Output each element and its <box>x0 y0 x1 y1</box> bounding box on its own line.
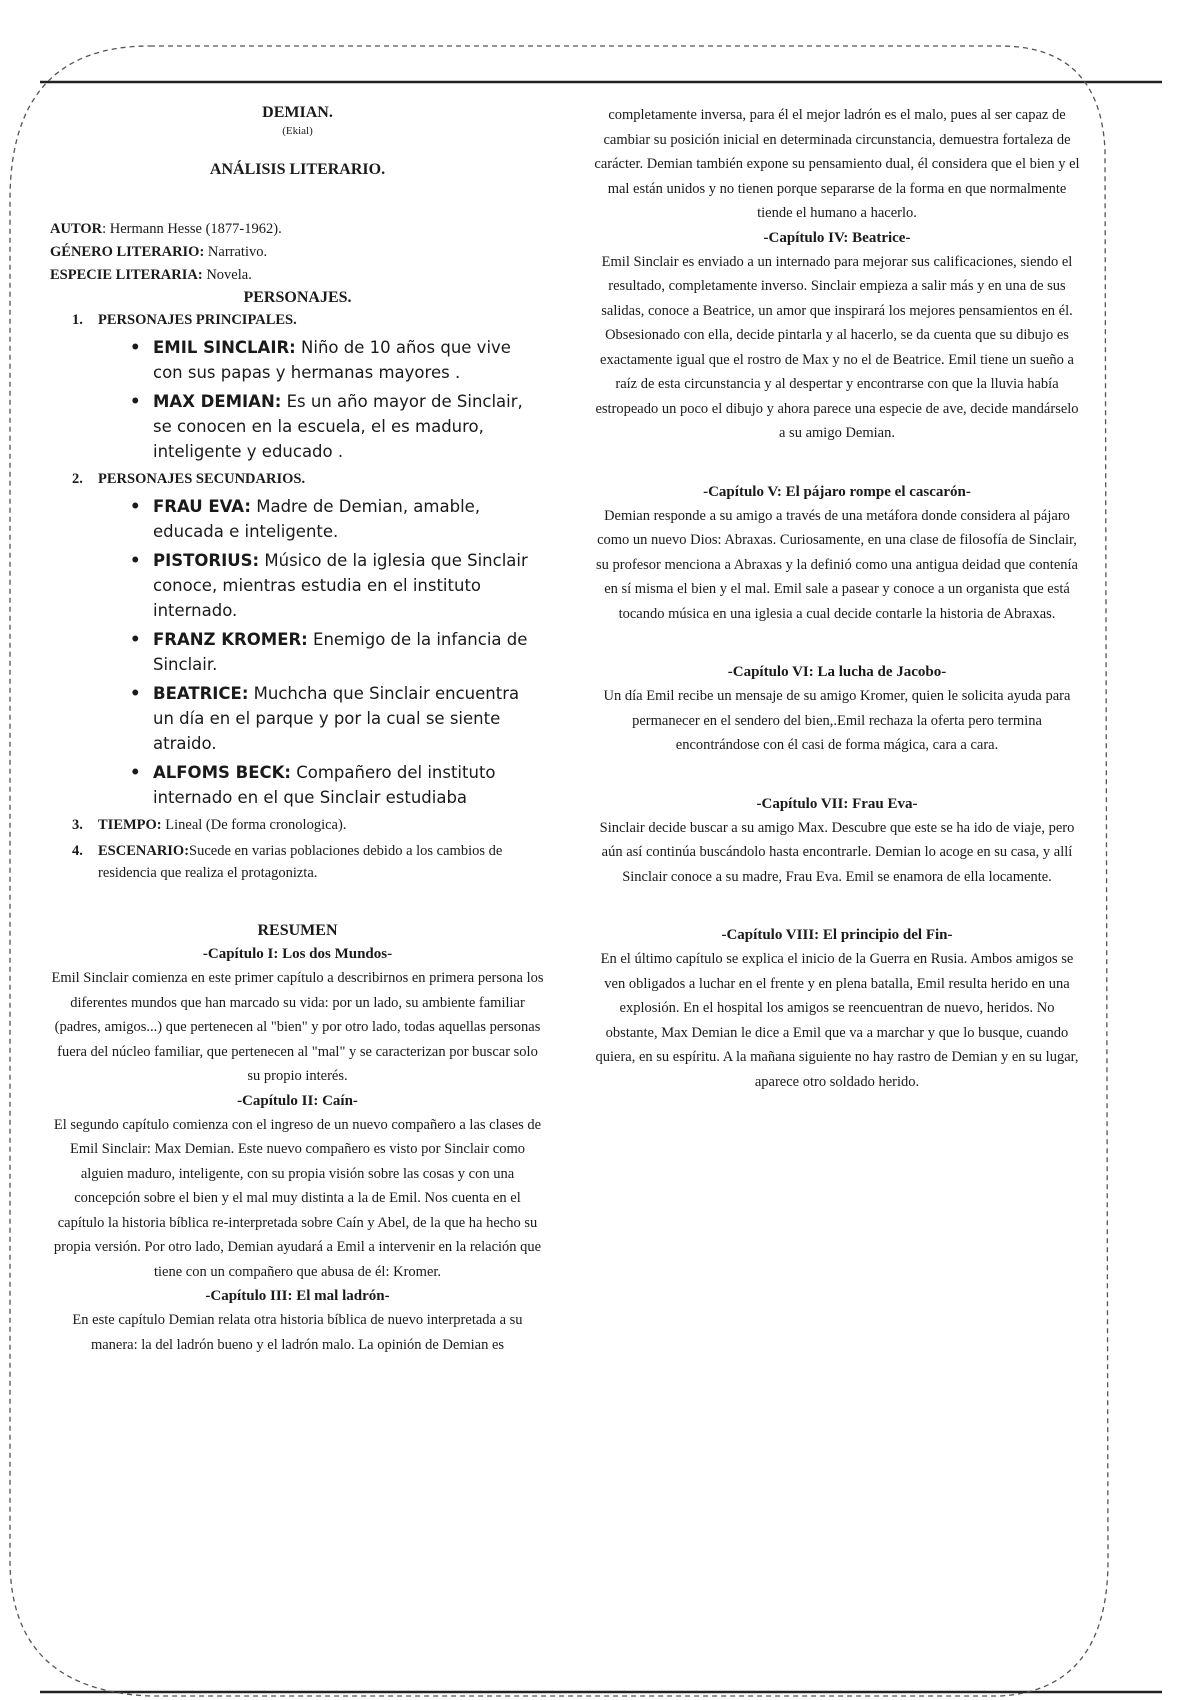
chapter-3-text-end: completamente inversa, para él el mejor ladrón es el malo, pues al ser capaz de cambiar su posición inicial en determinada circunstancia, demuestra fortaleza de carácter. Demian también expone su pensamiento dual, él considera que el bien y el mal están unidos y no tienen porque separarse de la forma en que normalmente tiende el humano a hacerlo. <box>594 107 1080 221</box>
chapter-7-text: Sinclair decide buscar a su amigo Max. Descubre que este se ha ido de viaje, pero aún así continúa buscándolo hasta encontrarle. Demian lo acoge en su casa, y allí Sinclair conoce a su madre, Frau Eva. Emil se enamora de ella locamente. <box>599 819 1075 885</box>
chapter-2-text: El segundo capítulo comienza con el ingreso de un nuevo compañero a las clases de Emil Sinclair: Max Demian. Este nuevo compañero es visto por Sinclair como alguien maduro, inteligente, con su propia visión sobre las cosas y con una concepción sobre el bien y el mal muy distinta a la de Emil. Nos cuenta en el capítulo la historia bíblica re-interpretada sobre Caín y Abel, de la que ha hecho su propia versión. Por otro lado, Demian ayudará a Emil a intervenir en la relación que tiene con un compañero que abusa de él: Kromer. <box>53 1116 542 1280</box>
resumen-heading: RESUMEN <box>257 922 338 939</box>
document-subtitle: (Ekial) <box>282 125 313 137</box>
list-item: • ALFOMS BECK: Compañero del instituto internado en el que Sinclair estudiaba <box>130 763 496 807</box>
chapter-8-text: En el último capítulo se explica el inicio de la Guerra en Rusia. Ambos amigos se ven obligados a luchar en el frente y en plena batalla, Emil resulta herido en una explosión. En el hospital los amigos se reencuentran de nuevo, heridos. No obstante, Max Demian le dice a Emil que va a marchar y que lo busque, cuando quiera, en su espíritu. A la mañana siguiente no hay rastro de Demian y en su lugar, aparece otro soldado herido. <box>595 951 1079 1090</box>
list-item: 4. ESCENARIO:Sucede en varias poblaciones debido a los cambios de residencia que realiza el protagonizta. <box>72 843 503 881</box>
analysis-heading: ANÁLISIS LITERARIO. <box>209 161 386 178</box>
list-item: 3. TIEMPO: Lineal (De forma cronologica). <box>72 817 347 833</box>
chapter-8-title: -Capítulo VIII: El principio del Fin- <box>721 927 953 943</box>
chapter-6-text: Un día Emil recibe un mensaje de su amigo Kromer, quien le solicita ayuda para permanecer en el sendero del bien,.Emil rechaza la oferta pero termina encontrándose con él casi de forma mágica, cara a cara. <box>603 688 1071 753</box>
list-item: • BEATRICE: Muchcha que Sinclair encuentra un día en el parque y por la cual se siente atraido. <box>130 684 520 753</box>
chapter-5-text: Demian responde a su amigo a través de una metáfora donde considera al pájaro como un nuevo Dios: Abraxas. Curiosamente, en una clase de filosofía de Sinclair, su profesor menciona a Abraxas y la definió como una antigua deidad que contenía en sí misma el bien y el mal. Emil sale a pasear y conoce a un organista que está tocando música en una iglesia a cual decide contarle la historia de Abraxas. <box>596 507 1078 622</box>
list-item: • FRANZ KROMER: Enemigo de la infancia de Sinclair. <box>130 630 528 674</box>
list-item: • EMIL SINCLAIR: Niño de 10 años que vive con sus papas y hermanas mayores . <box>130 338 511 382</box>
chapter-6-title: -Capítulo VI: La lucha de Jacobo- <box>727 664 947 680</box>
list-item: • FRAU EVA: Madre de Demian, amable, educada e inteligente. <box>130 497 481 541</box>
chapter-2-title: -Capítulo II: Caín- <box>237 1092 358 1109</box>
sections-list <box>50 309 545 884</box>
meta-row: ESPECIE LITERARIA: Novela. <box>50 267 252 283</box>
list-item: • PISTORIUS: Músico de la iglesia que Sinclair conoce, mientras estudia en el instituto internado. <box>130 551 528 620</box>
chapter-7-title: -Capítulo VII: Frau Eva- <box>756 795 918 812</box>
chapter-5-title: -Capítulo V: El pájaro rompe el cascarón- <box>703 483 971 500</box>
principales-list <box>50 335 545 464</box>
chapter-1-text: Emil Sinclair comienza en este primer capítulo a describirnos en primera persona los diferentes mundos que han marcado su vida: por un lado, su ambiente familiar (padres, amigos...) que pertenecen al "bien" y por otro lado, todas aquellas personas fuera del núcleo familiar, que pertenecen al "mal" y se caracterizan por buscar solo su propio interés. <box>51 970 544 1084</box>
personajes-heading: PERSONAJES. <box>243 289 352 306</box>
right-column <box>592 103 1082 1094</box>
list-item: • MAX DEMIAN: Es un año mayor de Sinclair, se conocen en la escuela, el es maduro, inteligente y educado . <box>130 392 523 461</box>
document-title: DEMIAN. <box>262 104 333 121</box>
list-item: 2. PERSONAJES SECUNDARIOS. • FRAU EVA: Madre de Demian, amable, educada e inteligente. • PISTORIUS: Músico de la iglesia que Sinclair conoce, mientras estudia en el instituto internado. • FRANZ KROMER: Enemigo de la infancia de Sinclair. • BEATRICE: Muchcha que Sinclair encuentra un día en el parque y por la cual se siente atraido. • ALFOMS BECK: Compañero del instituto internado en el que Sinclair estudiaba <box>50 468 545 810</box>
list-item: 1. PERSONAJES PRINCIPALES. • EMIL SINCLAIR: Niño de 10 años que vive con sus papas y hermanas mayores . • MAX DEMIAN: Es un año mayor de Sinclair, se conocen en la escuela, el es maduro, inteligente y educado . <box>50 309 545 464</box>
meta-row: AUTOR: Hermann Hesse (1877-1962). <box>50 221 282 237</box>
meta-block <box>50 218 545 287</box>
chapter-4-title: -Capítulo IV: Beatrice- <box>763 229 911 246</box>
chapter-3-title: -Capítulo III: El mal ladrón- <box>205 1288 390 1304</box>
meta-row: GÉNERO LITERARIO: Narrativo. <box>50 244 268 260</box>
secundarios-list <box>50 494 545 810</box>
chapter-4-text: Emil Sinclair es enviado a un internado para mejorar sus calificaciones, siendo el resultado, completamente inverso. Sinclair empieza a salir más y en una de sus salidas, conoce a Beatrice, un amor que inspirará los mejores pensamientos en él. Obsesionado con ella, decide pintarla y al hacerlo, se da cuenta que su dibujo es exactamente igual que el rostro de Max y no el de Beatrice. Emil tiene un sueño a raíz de esta circunstancia y al despertar y encontrarse con que la lluvia había estropeado un poco el dibujo y ahora parece una especie de ave, decide mandárselo a su amigo Demian. <box>595 253 1079 441</box>
chapter-3-text-start: En este capítulo Demian relata otra historia bíblica de nuevo interpretada a su manera: la del ladrón bueno y el ladrón malo. La opinión de Demian es <box>72 1312 523 1353</box>
left-column <box>50 103 545 1357</box>
chapter-1-title: -Capítulo I: Los dos Mundos- <box>202 946 393 962</box>
